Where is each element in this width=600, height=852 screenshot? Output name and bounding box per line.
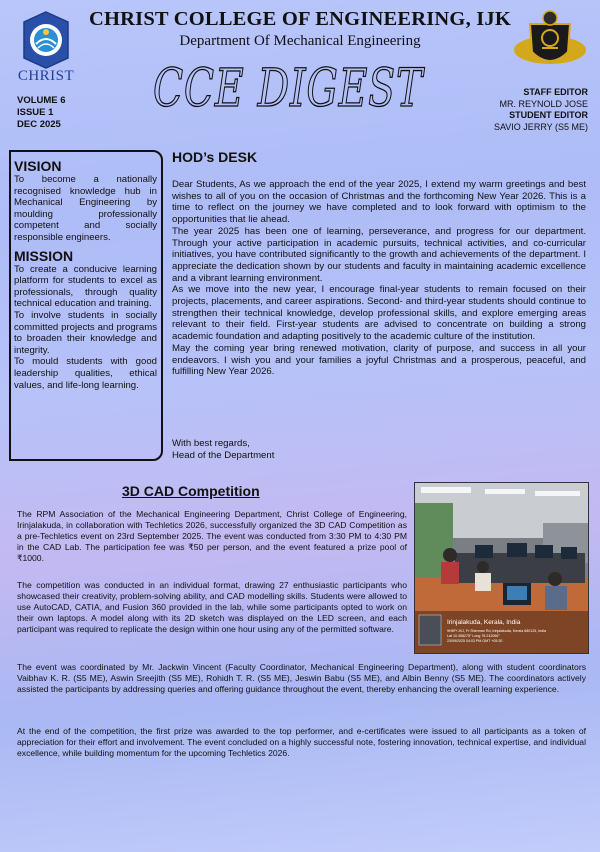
hod-signature-block — [172, 438, 274, 462]
photo-caption-title: Irinjalakuda, Kerala, India — [447, 619, 521, 626]
photo-caption-line: 9H6F+JXJ, Fr Sherman Rd, Irinjalakuda, Kerala 680125, India — [447, 629, 546, 633]
hod-heading: HOD’s DESK — [172, 149, 258, 165]
hod-signature: Head of the Department — [172, 450, 275, 461]
cad-heading: 3D CAD Competition — [122, 483, 260, 499]
hod-paragraph: As we move into the new year, I encourage final-year students to remain focused on their projects, placements, and career aspirations. Second- and third-year students should continue to strengthen their technical knowledge, develop professional skills, and explore emerging areas relevant to their field. First-year students are advised to concentrate on building a strong academic foundation and adapting positively to the academic culture of the institution. — [172, 284, 586, 343]
hod-paragraph: The year 2025 has been one of learning, perseverance, and progress for our department. Through your active participation in academic pursuits, technical activities, and co-curricular initiatives, you have contributed significantly to the growth and achievements of the department. I appreciate the dedication shown by our students and faculty in maintaining academic excellence and a vibrant learning environment. — [172, 225, 586, 284]
issue-info — [17, 95, 66, 131]
volume-label: VOLUME 6 — [17, 95, 66, 106]
college-title: CHRIST COLLEGE OF ENGINEERING, IJK — [88, 8, 511, 30]
vision-mission-box — [9, 150, 163, 461]
mission-item: To involve students in socially committed projects and programs to broaden their knowledge and integrity. — [14, 309, 157, 356]
mission-item: To mould students with good leadership qualities, ethical values, and life-long learning. — [14, 356, 157, 391]
student-editor-name: SAVIO JERRY (S5 ME) — [493, 121, 588, 132]
cad-paragraph: The RPM Association of the Mechanical Engineering Department, Christ College of Engineering, Irinjalakuda, in collaboration with Techletics 2026, successfully organized the 3D CAD Competition as a pre-Techletics event on 23rd September 2025. The event was conducted from 3:30 PM to 4:30 PM in the CAD Lab. The participation fee was ₹50 per person, and the event featured a prize pool of ₹1000. — [17, 509, 407, 563]
cad-paragraph: The competition was conducted in an individual format, drawing 27 enthusiastic participants who showcased their creativity, problem-solving ability, and CAD modelling skills. Students were allowed to use AutoCAD, CATIA, and Fusion 360 provided in the lab, while some participants opted to work on their own laptops. A model along with its 2D sketch was displayed on the LED screen, and each participant was required to replicate the design within one hour using any of the permitted software. — [17, 580, 407, 634]
hod-paragraph: May the coming year bring renewed motivation, clarity of purpose, and success in all your endeavors. I wish you and your families a joyful Christmas and a prosperous, peaceful, and fulfilling New Year 2026. — [172, 342, 586, 378]
hod-paragraph: Dear Students, As we approach the end of the year 2025, I extend my warm greetings and best wishes to all of you on the occasion of Christmas and the forthcoming New Year 2026. This is a time to reflect on the journey we have completed and to look forward with optimism to the opportunities that lie ahead. — [172, 179, 586, 226]
staff-editor-name: MR. REYNOLD JOSE — [499, 98, 588, 109]
photo-caption-line: 23/09/2025 04:03 PM GMT +05:30 — [447, 639, 503, 643]
hod-message — [172, 179, 586, 378]
staff-editor-label: STAFF EDITOR — [523, 87, 588, 97]
event-photo — [414, 482, 589, 654]
date-label: DEC 2025 — [17, 119, 61, 130]
mission-heading: MISSION — [14, 247, 74, 264]
photo-caption-line: Lat 10.358275° Long 76.212066° — [447, 634, 500, 638]
cad-paragraph: At the end of the competition, the first prize was awarded to the top performer, and e-certificates were issued to all participants as a token of appreciation for their effort and involvement. The event concluded on a highly successful note, fostering innovation, technical expertise, and individual excellence, while building momentum for the upcoming Techletics 2026. — [17, 726, 586, 758]
vision-heading: VISION — [14, 158, 62, 174]
editor-credits — [494, 87, 588, 133]
hod-closing: With best regards, — [172, 438, 250, 449]
shield-emblem-icon — [512, 8, 588, 76]
student-editor-label: STUDENT EDITOR — [509, 110, 588, 120]
logo-text: CHRIST — [17, 68, 75, 84]
mission-item: To create a conducive learning platform for students to excel as professionals, through quality technical education and training. — [14, 263, 157, 310]
department-title: Department Of Mechanical Engineering — [179, 33, 421, 49]
mascot-emblem — [512, 8, 588, 76]
vision-text: To become a nationally recognised knowledge hub in Mechanical Engineering by moulding professionally competent and socially responsible engineers. — [14, 174, 157, 243]
computer-lab-photo — [415, 483, 588, 653]
cad-paragraph: The event was coordinated by Mr. Jackwin Vincent (Faculty Coordinator, Mechanical Engineering Department), along with student coordinators Vaibhav K. R. (S5 ME), Aswin Sreejith (S5 ME), Rohidh T. R. (S5 ME), Jeswin Babu (S5 ME), and Albin Benny (S5 ME). The coordinators actively assisted the participants by addressing queries and offering guidance throughout the event, thereby enhancing the overall learning experience. — [17, 662, 586, 694]
masthead-text: CCE DIGEST — [153, 59, 425, 119]
masthead-logo — [148, 46, 428, 118]
issue-label: ISSUE 1 — [17, 107, 54, 118]
